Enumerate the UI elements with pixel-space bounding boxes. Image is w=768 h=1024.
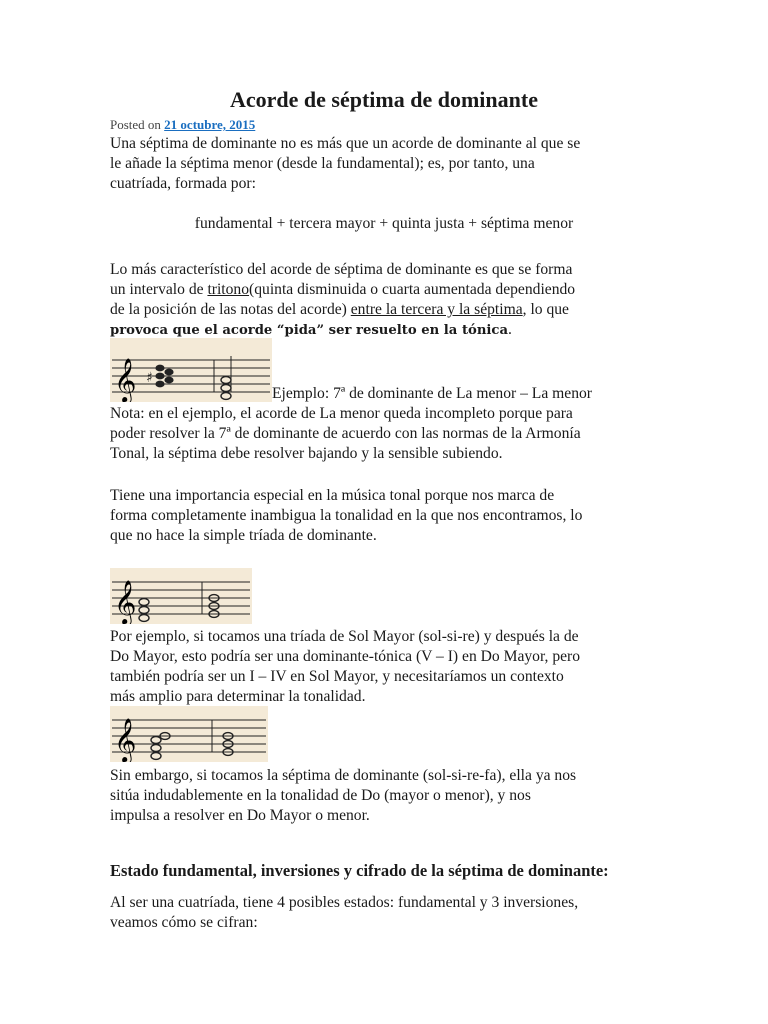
- importance-line-3: que no hace la simple tríada de dominante.: [110, 527, 377, 544]
- chord-formula: fundamental + tercera mayor + quinta justa + séptima menor: [194, 215, 574, 232]
- tritone-line-2: [110, 280, 658, 300]
- section-line-2: veamos cómo se cifran:: [110, 914, 258, 931]
- post-meta: [110, 116, 255, 134]
- posted-label: Posted on: [110, 117, 161, 132]
- staff-example-2: [110, 568, 252, 624]
- note-line-1: Nota: en el ejemplo, el acorde de La menor queda incompleto porque para: [110, 405, 573, 422]
- treble-clef-icon: 𝄞: [114, 358, 137, 402]
- triad-line-1: Por ejemplo, si tocamos una tríada de Sol Mayor (sol-si-re) y después la de: [110, 628, 579, 645]
- intro-line-2: le añade la séptima menor (desde la fundamental); es, por tanto, una: [110, 155, 535, 172]
- staff-example-3-svg: [110, 706, 268, 762]
- tritone-text-after: (quinta disminuida o cuarta aumentada dependiendo: [249, 281, 576, 298]
- triad-line-3: también podría ser un I – IV en Sol Mayor, y necesitaríamos un contexto: [110, 668, 564, 685]
- triad-line-2: Do Mayor, esto podría ser una dominante-tónica (V – I) en Do Mayor, pero: [110, 648, 581, 665]
- tritono-link[interactable]: tritono: [207, 281, 250, 298]
- resolution-emphasis: provoca que el acorde “pida” ser resuelto en la tónica: [110, 323, 509, 338]
- importance-line-1: Tiene una importancia especial en la música tonal porque nos marca de: [110, 487, 555, 504]
- post-date-link[interactable]: 21 octubre, 2015: [164, 117, 256, 132]
- treble-clef-icon: 𝄞: [114, 718, 137, 762]
- period: .: [508, 321, 512, 338]
- intro-line-1: Una séptima de dominante no es más que un acorde de dominante al que se: [110, 135, 581, 152]
- interval-link[interactable]: entre la tercera y la séptima: [350, 301, 523, 318]
- seventh-line-3: impulsa a resolver en Do Mayor o menor.: [110, 807, 370, 824]
- tritone-text-3-after: , lo que: [522, 301, 569, 318]
- example-1-caption: Ejemplo: 7ª de dominante de La menor – La menor: [272, 385, 592, 402]
- note-line-2: poder resolver la 7ª de dominante de acuerdo con las normas de la Armonía: [110, 425, 581, 442]
- importance-line-2: forma completamente inambigua la tonalidad en la que nos encontramos, lo: [110, 507, 583, 524]
- staff-example-1: [110, 338, 272, 402]
- tritone-line-3: [110, 300, 658, 320]
- tritone-text: un intervalo de: [110, 281, 208, 298]
- staff-example-3: [110, 706, 268, 762]
- section-heading: Estado fundamental, inversiones y cifrado de la séptima de dominante:: [110, 861, 609, 880]
- note-line-3: Tonal, la séptima debe resolver bajando y la sensible subiendo.: [110, 445, 503, 462]
- triad-line-4: más amplio para determinar la tonalidad.: [110, 688, 366, 705]
- treble-clef-icon: 𝄞: [114, 580, 137, 624]
- intro-line-3: cuatríada, formada por:: [110, 175, 256, 192]
- staff-example-2-svg: [110, 568, 252, 624]
- page-title: Acorde de séptima de dominante: [230, 87, 538, 112]
- svg-text:♯: ♯: [146, 370, 153, 386]
- section-line-1: Al ser una cuatríada, tiene 4 posibles estados: fundamental y 3 inversiones,: [110, 894, 579, 911]
- staff-example-1-svg: [110, 338, 272, 402]
- tritone-text-3: de la posición de las notas del acorde): [110, 301, 351, 318]
- seventh-line-2: sitúa indudablemente en la tonalidad de Do (mayor o menor), y nos: [110, 787, 531, 804]
- seventh-line-1: Sin embargo, si tocamos la séptima de dominante (sol-si-re-fa), ella ya nos: [110, 767, 577, 784]
- tritone-line-1: Lo más característico del acorde de séptima de dominante es que se forma: [110, 261, 573, 278]
